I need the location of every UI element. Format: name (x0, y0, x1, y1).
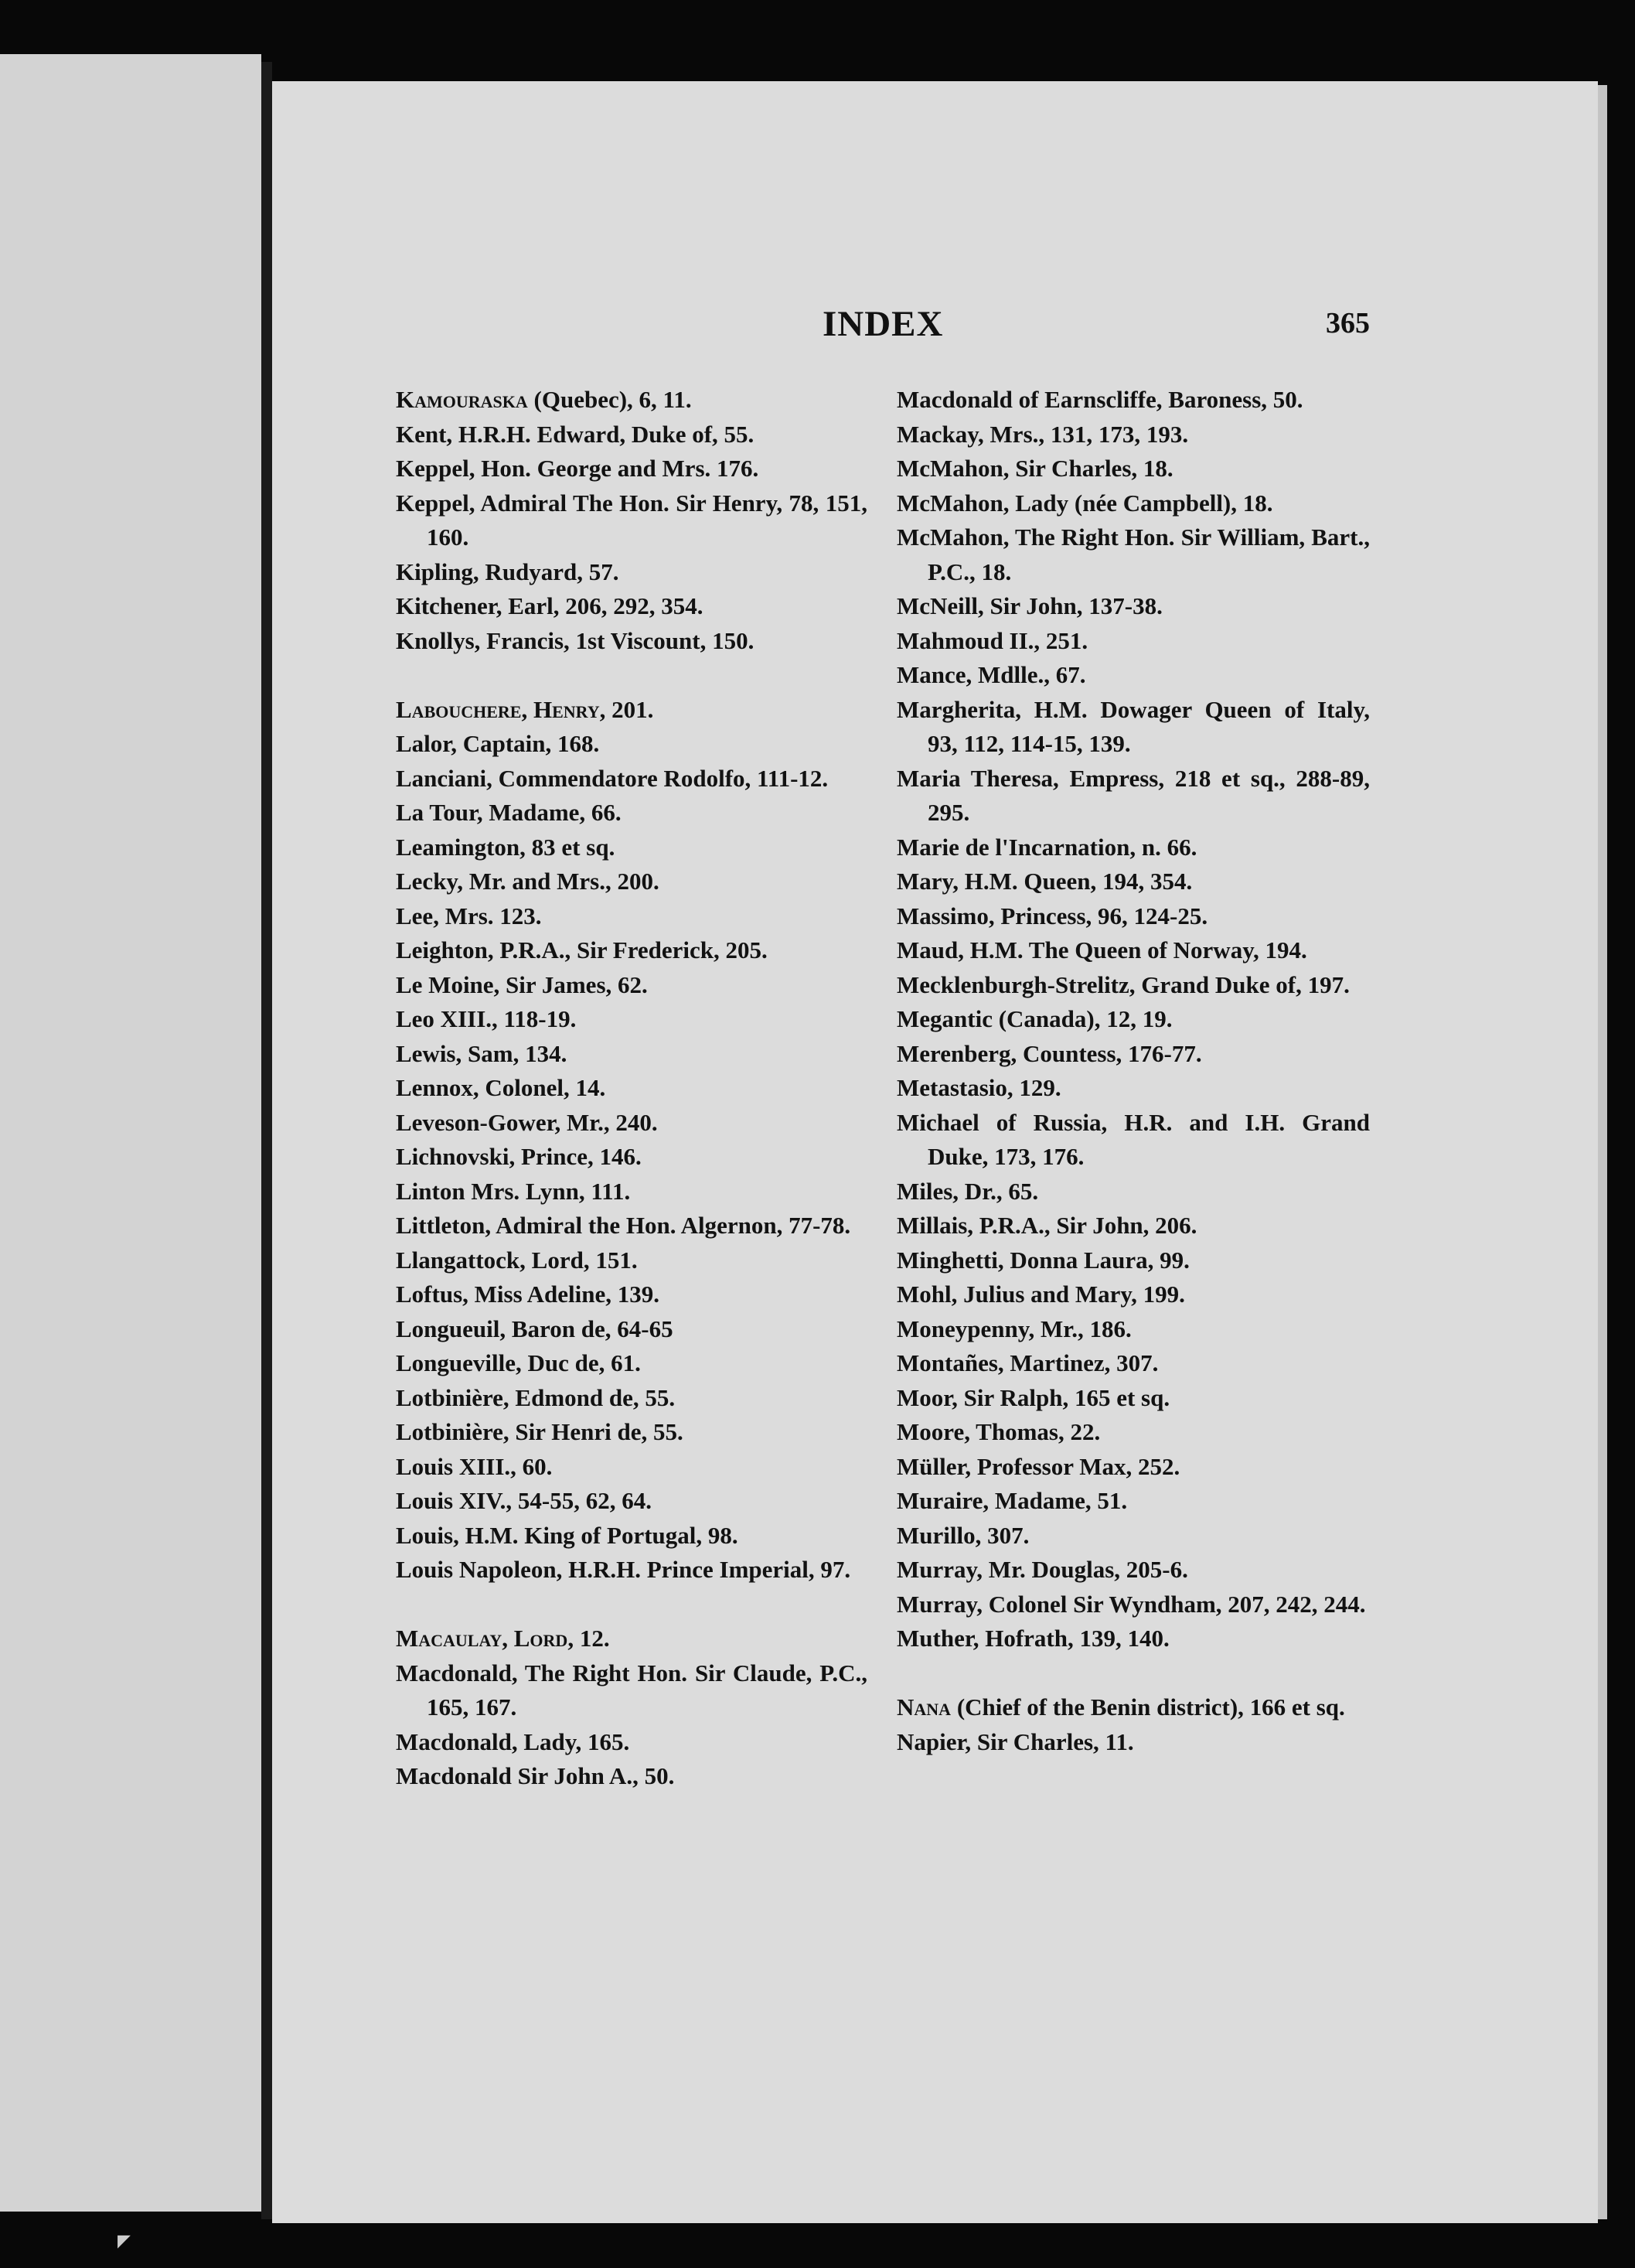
index-entry: Macdonald Sir John A., 50. (396, 1762, 675, 1789)
index-entry: Llangattock, Lord, 151. (396, 1246, 638, 1274)
index-entry: Minghetti, Donna Laura, 99. (897, 1246, 1190, 1274)
index-entry: Littleton, Admiral the Hon. Algernon, 77-78. (396, 1212, 851, 1239)
index-entry: Lotbinière, Edmond de, 55. (396, 1383, 676, 1411)
index-entry: Metastasio, 129. (897, 1074, 1061, 1101)
index-entry: Merenberg, Countess, 176-77. (897, 1039, 1202, 1067)
index-letter-head: Kamouraska (396, 386, 528, 413)
index-entry: Mance, Mdlle., 67. (897, 661, 1086, 688)
index-entry: Lennox, Colonel, 14. (396, 1074, 606, 1101)
index-entry: Maria Theresa, Empress, 218 et sq., 288-89, 295. (897, 764, 1370, 826)
index-entry: Leo XIII., 118-19. (396, 1005, 577, 1032)
index-entry: Mecklenburgh-Strelitz, Grand Duke of, 197. (897, 970, 1350, 998)
index-column-left (396, 383, 867, 1794)
index-section-gap (396, 658, 867, 693)
index-entry: Millais, P.R.A., Sir John, 206. (897, 1212, 1197, 1239)
index-entry: Lalor, Captain, 168. (396, 730, 600, 757)
index-entry (396, 1622, 867, 1656)
index-entry: McNeill, Sir John, 137-38. (897, 592, 1163, 619)
index-entry: McMahon, Sir Charles, 18. (897, 455, 1173, 482)
index-entry: Marie de l'Incarnation, n. 66. (897, 833, 1197, 861)
index-entry: Louis Napoleon, H.R.H. Prince Imperial, 97. (396, 1556, 851, 1583)
index-entry: Kent, H.R.H. Edward, Duke of, 55. (396, 420, 754, 448)
index-entry: Mary, H.M. Queen, 194, 354. (897, 868, 1193, 895)
index-entry: Leveson-Gower, Mr., 240. (396, 1108, 658, 1136)
index-letter-head: Nana (897, 1693, 952, 1721)
index-entry: Moneypenny, Mr., 186. (897, 1315, 1132, 1342)
index-entry: Leamington, 83 et sq. (396, 833, 615, 861)
index-entry: Louis XIV., 54-55, 62, 64. (396, 1487, 652, 1514)
index-letter-head: Macaulay, Lord (396, 1625, 568, 1652)
index-entry: Montañes, Martinez, 307. (897, 1349, 1159, 1376)
index-entry: McMahon, Lady (née Campbell), 18. (897, 489, 1273, 517)
index-entry: Murray, Colonel Sir Wyndham, 207, 242, 244. (897, 1590, 1366, 1618)
index-entry: Loftus, Miss Adeline, 139. (396, 1281, 660, 1308)
index-entry: Napier, Sir Charles, 11. (897, 1727, 1134, 1755)
index-entry-rest: , 201. (599, 695, 654, 723)
index-entry: Moore, Thomas, 22. (897, 1418, 1101, 1445)
index-section-gap (396, 1588, 867, 1622)
index-entry: Lewis, Sam, 134. (396, 1039, 567, 1067)
page-edge (1598, 85, 1607, 2219)
book-gutter (261, 62, 272, 2219)
index-entry: Knollys, Francis, 1st Viscount, 150. (396, 626, 754, 654)
index-entry: Louis, H.M. King of Portugal, 98. (396, 1521, 738, 1549)
index-entry: Kitchener, Earl, 206, 292, 354. (396, 592, 703, 619)
index-entry-rest: , 12. (567, 1625, 610, 1652)
index-entry-rest: (Chief of the Benin district), 166 et sq. (951, 1693, 1345, 1721)
index-entry: Keppel, Hon. George and Mrs. 176. (396, 455, 759, 482)
index-entry (396, 383, 867, 418)
index-entry: Murray, Mr. Douglas, 205-6. (897, 1556, 1188, 1583)
index-entry: Louis XIII., 60. (396, 1452, 553, 1480)
index-entry: Murillo, 307. (897, 1521, 1030, 1549)
index-entry: Miles, Dr., 65. (897, 1177, 1039, 1205)
index-entry: Mahmoud II., 251. (897, 626, 1088, 654)
index-entry: Muther, Hofrath, 139, 140. (897, 1625, 1170, 1652)
index-entry: Margherita, H.M. Dowager Queen of Italy, 93, 112, 114-15, 139. (897, 695, 1370, 757)
index-entry: Mohl, Julius and Mary, 199. (897, 1281, 1185, 1308)
index-entry (396, 693, 867, 728)
index-letter-head: Labouchere, Henry (396, 695, 600, 723)
page-number: 365 (1326, 307, 1370, 339)
index-entry: Muraire, Madame, 51. (897, 1487, 1128, 1514)
index-entry: Le Moine, Sir James, 62. (396, 970, 648, 998)
left-page (0, 54, 261, 2212)
index-entry (897, 1690, 1370, 1725)
index-entry: Keppel, Admiral The Hon. Sir Henry, 78, 151, 160. (396, 489, 867, 551)
index-entry: Lecky, Mr. and Mrs., 200. (396, 868, 659, 895)
page-title: INDEX (823, 304, 944, 344)
index-entry: Müller, Professor Max, 252. (897, 1452, 1180, 1480)
index-entry: Longueuil, Baron de, 64-65 (396, 1315, 673, 1342)
index-column-right (897, 383, 1370, 1759)
index-entry: Leighton, P.R.A., Sir Frederick, 205. (396, 936, 768, 963)
index-entry: Massimo, Princess, 96, 124-25. (897, 902, 1208, 929)
index-entry: Mackay, Mrs., 131, 173, 193. (897, 420, 1189, 448)
index-entry: Maud, H.M. The Queen of Norway, 194. (897, 936, 1307, 963)
index-entry: Moor, Sir Ralph, 165 et sq. (897, 1383, 1170, 1411)
index-entry: McMahon, The Right Hon. Sir William, Bart., P.C., 18. (897, 524, 1370, 585)
index-entry: Macdonald, The Right Hon. Sir Claude, P.C., 165, 167. (396, 1659, 867, 1721)
index-entry: Megantic (Canada), 12, 19. (897, 1005, 1173, 1032)
index-entry: Lotbinière, Sir Henri de, 55. (396, 1418, 683, 1445)
index-entry: Macdonald of Earnscliffe, Baroness, 50. (897, 386, 1303, 413)
index-entry: Longueville, Duc de, 61. (396, 1349, 641, 1376)
index-entry: Linton Mrs. Lynn, 111. (396, 1177, 631, 1205)
index-entry: La Tour, Madame, 66. (396, 799, 622, 826)
index-entry: Lichnovski, Prince, 146. (396, 1143, 642, 1170)
page-header (396, 303, 1370, 350)
index-entry: Macdonald, Lady, 165. (396, 1727, 630, 1755)
index-entry: Lee, Mrs. 123. (396, 902, 542, 929)
index-entry: Michael of Russia, H.R. and I.H. Grand Duke, 173, 176. (897, 1108, 1370, 1170)
scan-artifact: ◤ (118, 2231, 131, 2250)
index-entry-rest: (Quebec), 6, 11. (527, 386, 692, 413)
index-entry: Kipling, Rudyard, 57. (396, 558, 619, 585)
index-section-gap (897, 1656, 1370, 1691)
index-entry: Lanciani, Commendatore Rodolfo, 111-12. (396, 764, 829, 792)
